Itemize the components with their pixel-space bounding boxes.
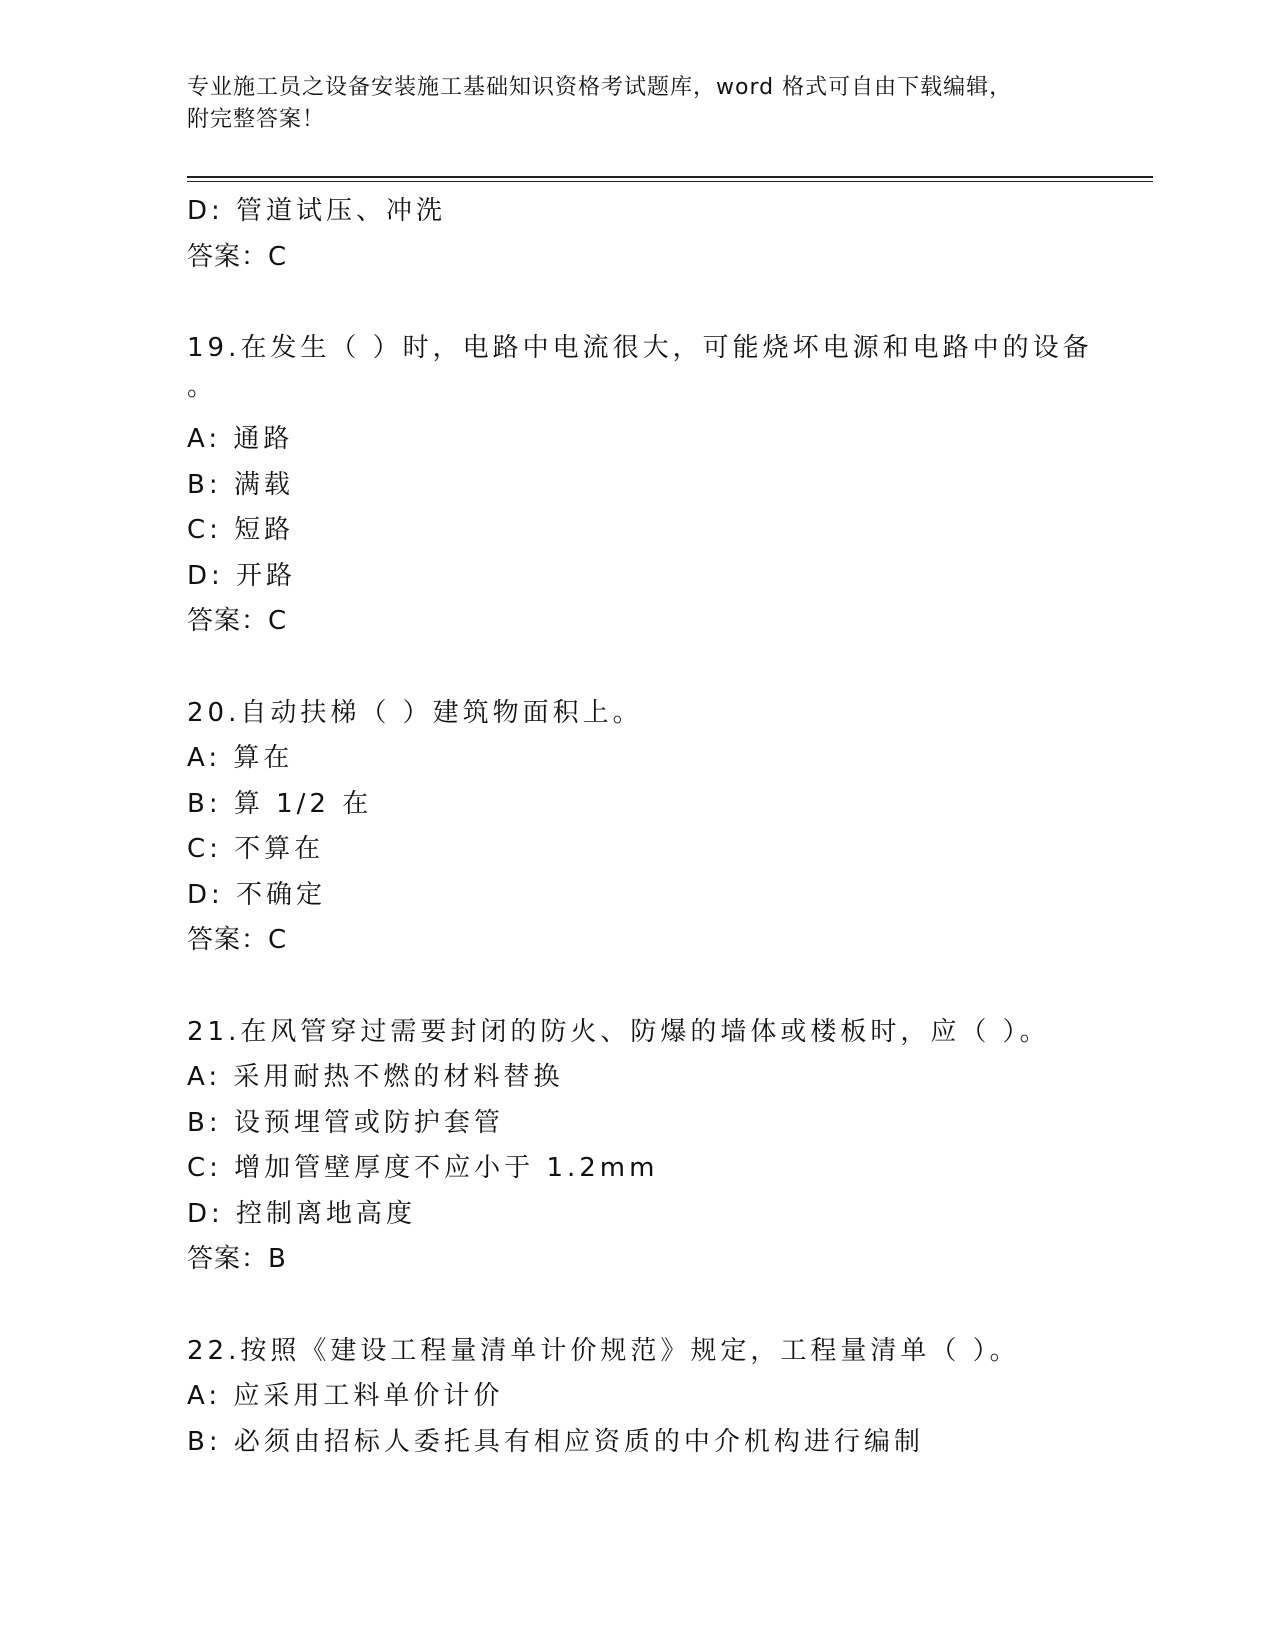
question-text: 19.在发生（ ）时，电路中电流很大，可能烧坏电源和电路中的设备 [187, 333, 1093, 363]
option-a: A: 算在 [187, 743, 294, 773]
spacer [187, 280, 1087, 326]
option-d: D: 开路 [187, 560, 297, 591]
option-c: C: 不算在 [187, 834, 325, 864]
option-b: B: 满载 [187, 469, 294, 500]
question-19 [187, 326, 1093, 645]
option-d: D: 控制离地高度 [187, 1198, 417, 1229]
option-d: D: 管道试压、冲洗 [187, 196, 447, 226]
question-20 [187, 691, 1087, 964]
question-list [187, 189, 1093, 1465]
header-line-2: 附完整答案！ [187, 107, 326, 132]
question-21 [187, 1010, 1087, 1283]
header-rule-thick [187, 176, 1153, 178]
option-d: D: 不确定 [187, 879, 327, 910]
question-text: 20.自动扶梯（ ）建筑物面积上。 [187, 697, 643, 728]
option-a: A: 应采用工料单价计价 [187, 1381, 504, 1411]
question-text: 21.在风管穿过需要封闭的防火、防爆的墙体或楼板时，应（ ）。 [187, 1016, 1050, 1047]
question-text-continued: 。 [187, 371, 218, 402]
header-line-1: 专业施工员之设备安装施工基础知识资格考试题库，word 格式可自由下载编辑， [187, 75, 1013, 100]
spacer [187, 1283, 1087, 1329]
option-b: B: 必须由招标人委托具有相应资质的中介机构进行编制 [187, 1426, 924, 1457]
answer: 答案：C [187, 925, 288, 955]
spacer [187, 964, 1087, 1010]
question-18-tail [187, 189, 1087, 280]
option-a: A: 采用耐热不燃的材料替换 [187, 1062, 564, 1092]
header-rule-thin [187, 181, 1153, 182]
spacer [187, 645, 1087, 691]
option-b: B: 算 1/2 在 [187, 788, 373, 819]
option-c: C: 短路 [187, 515, 295, 545]
answer: 答案：C [187, 241, 288, 272]
question-text: 22.按照《建设工程量清单计价规范》规定，工程量清单（ ）。 [187, 1335, 1020, 1366]
page-header [187, 72, 1067, 136]
question-22 [187, 1329, 1087, 1466]
answer: 答案：B [187, 1244, 287, 1274]
option-a: A: 通路 [187, 424, 294, 454]
option-b: B: 设预埋管或防护套管 [187, 1107, 504, 1138]
answer: 答案：C [187, 606, 288, 636]
option-c: C: 增加管壁厚度不应小于 1.2mm [187, 1153, 659, 1183]
